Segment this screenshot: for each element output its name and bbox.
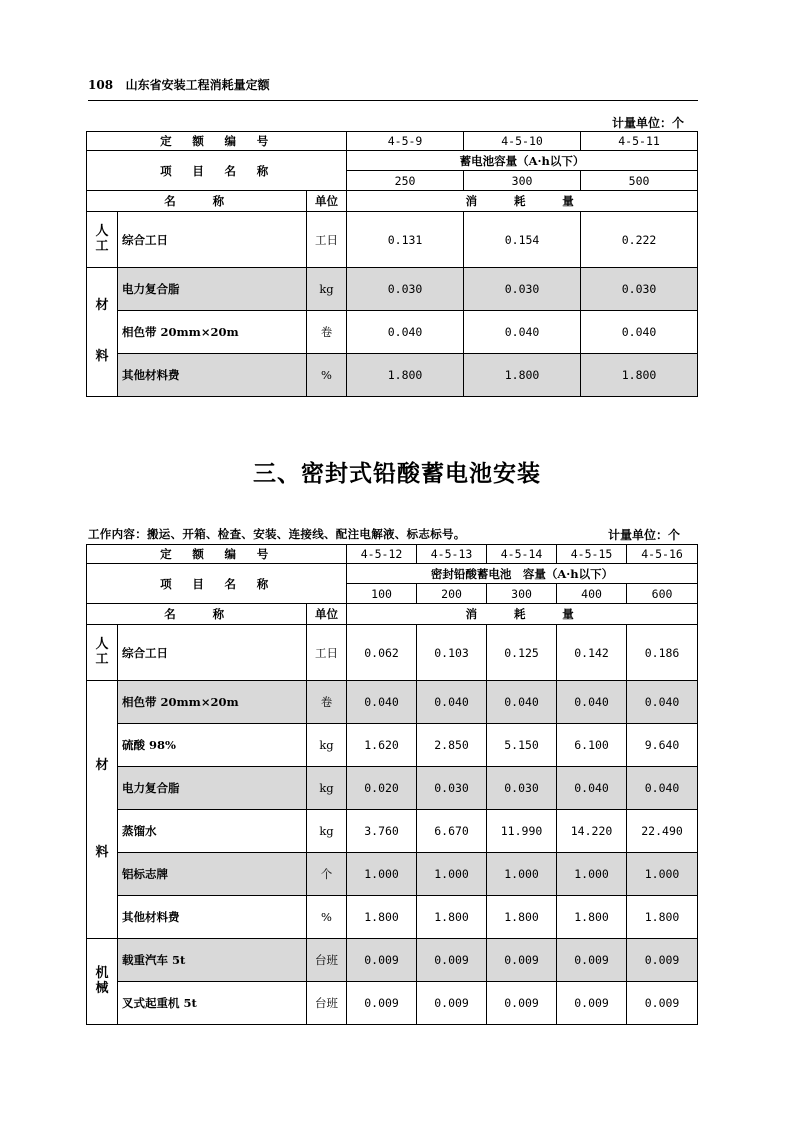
consumption-value: 0.009 bbox=[627, 982, 698, 1025]
table-row bbox=[87, 268, 698, 311]
category-char: 材 bbox=[95, 757, 109, 773]
quota-number-row bbox=[87, 132, 698, 151]
category-char: 械 bbox=[95, 980, 109, 996]
item-unit: 台班 bbox=[307, 939, 347, 982]
capacity-value: 600 bbox=[627, 584, 698, 604]
consumption-value: 0.222 bbox=[581, 212, 698, 268]
consumption-value: 1.000 bbox=[627, 853, 698, 896]
quota-code: 4-5-9 bbox=[347, 132, 464, 151]
consumption-value: 1.800 bbox=[417, 896, 487, 939]
consumption-value: 0.040 bbox=[557, 767, 627, 810]
capacity-label: 密封铅酸蓄电池 容量（A·h以下） bbox=[347, 564, 698, 584]
consumption-value: 2.850 bbox=[417, 724, 487, 767]
quota-code: 4-5-12 bbox=[347, 545, 417, 564]
item-unit: % bbox=[307, 354, 347, 397]
table-row bbox=[87, 767, 698, 810]
category-char: 人 bbox=[95, 636, 109, 652]
category-char: 材 bbox=[95, 298, 109, 314]
consumption-value: 5.150 bbox=[487, 724, 557, 767]
item-name: 蒸馏水 bbox=[118, 810, 307, 853]
page-number: 108 bbox=[88, 78, 114, 92]
table-row bbox=[87, 810, 698, 853]
item-name: 载重汽车 5t bbox=[118, 939, 307, 982]
item-unit: % bbox=[307, 896, 347, 939]
consumption-value: 6.100 bbox=[557, 724, 627, 767]
consumption-value: 0.040 bbox=[627, 681, 698, 724]
table-row bbox=[87, 939, 698, 982]
capacity-label-row bbox=[87, 151, 698, 171]
consumption-value: 0.030 bbox=[464, 268, 581, 311]
consumption-value: 0.040 bbox=[487, 681, 557, 724]
consumption-value: 1.000 bbox=[557, 853, 627, 896]
column-consumption-header: 消 耗 量 bbox=[347, 191, 698, 212]
consumption-value: 0.142 bbox=[557, 625, 627, 681]
capacity-value: 200 bbox=[417, 584, 487, 604]
consumption-value: 0.103 bbox=[417, 625, 487, 681]
category-char: 工 bbox=[95, 238, 109, 254]
item-name: 相色带 20mm×20m bbox=[118, 681, 307, 724]
column-unit-header: 单位 bbox=[307, 191, 347, 212]
work-content: 工作内容：搬运、开箱、检查、安装、连接线、配注电解液、标志标号。 bbox=[88, 527, 466, 541]
consumption-value: 0.040 bbox=[417, 681, 487, 724]
consumption-value: 1.800 bbox=[627, 896, 698, 939]
item-name: 硫酸 98% bbox=[118, 724, 307, 767]
item-unit: 个 bbox=[307, 853, 347, 896]
item-name: 电力复合脂 bbox=[118, 268, 307, 311]
consumption-value: 0.030 bbox=[487, 767, 557, 810]
category-cell bbox=[87, 939, 118, 1025]
column-name-header: 名 称 bbox=[87, 604, 307, 625]
quota-code: 4-5-14 bbox=[487, 545, 557, 564]
item-unit: 台班 bbox=[307, 982, 347, 1025]
table-row bbox=[87, 311, 698, 354]
quota-code: 4-5-16 bbox=[627, 545, 698, 564]
category-cell bbox=[87, 681, 118, 939]
category-cell bbox=[87, 625, 118, 681]
category-cell bbox=[87, 268, 118, 397]
section-title: 三、密封式铅酸蓄电池安装 bbox=[253, 461, 541, 487]
consumption-value: 6.670 bbox=[417, 810, 487, 853]
consumption-value: 0.040 bbox=[557, 681, 627, 724]
item-name-label: 项 目 名 称 bbox=[87, 564, 347, 604]
consumption-value: 0.009 bbox=[557, 939, 627, 982]
table-row bbox=[87, 896, 698, 939]
consumption-value: 1.800 bbox=[464, 354, 581, 397]
consumption-value: 1.800 bbox=[347, 354, 464, 397]
column-header-row bbox=[87, 191, 698, 212]
consumption-value: 1.620 bbox=[347, 724, 417, 767]
column-unit-header: 单位 bbox=[307, 604, 347, 625]
quota-code: 4-5-15 bbox=[557, 545, 627, 564]
item-name-label: 项 目 名 称 bbox=[87, 151, 347, 191]
quota-number-label: 定 额 编 号 bbox=[87, 545, 347, 564]
consumption-value: 0.154 bbox=[464, 212, 581, 268]
item-name: 铝标志牌 bbox=[118, 853, 307, 896]
table-row bbox=[87, 982, 698, 1025]
consumption-value: 1.800 bbox=[347, 896, 417, 939]
category-char: 工 bbox=[95, 651, 109, 667]
item-name: 综合工日 bbox=[118, 212, 307, 268]
item-name: 相色带 20mm×20m bbox=[118, 311, 307, 354]
table-row bbox=[87, 625, 698, 681]
capacity-value: 400 bbox=[557, 584, 627, 604]
quota-number-row bbox=[87, 545, 698, 564]
consumption-value: 1.000 bbox=[417, 853, 487, 896]
consumption-value: 14.220 bbox=[557, 810, 627, 853]
consumption-value: 0.009 bbox=[557, 982, 627, 1025]
item-unit: kg bbox=[307, 268, 347, 311]
consumption-value: 0.030 bbox=[417, 767, 487, 810]
item-unit: 工日 bbox=[307, 625, 347, 681]
capacity-value: 100 bbox=[347, 584, 417, 604]
item-name: 其他材料费 bbox=[118, 896, 307, 939]
consumption-value: 0.040 bbox=[464, 311, 581, 354]
book-title: 山东省安装工程消耗量定额 bbox=[125, 78, 270, 92]
table-row bbox=[87, 724, 698, 767]
capacity-value: 500 bbox=[581, 171, 698, 191]
item-unit: kg bbox=[307, 767, 347, 810]
quota-code: 4-5-13 bbox=[417, 545, 487, 564]
consumption-value: 1.000 bbox=[487, 853, 557, 896]
consumption-value: 0.009 bbox=[347, 939, 417, 982]
capacity-label-row bbox=[87, 564, 698, 584]
category-char: 料 bbox=[95, 349, 109, 364]
consumption-value: 0.009 bbox=[627, 939, 698, 982]
capacity-value: 300 bbox=[464, 171, 581, 191]
item-name: 电力复合脂 bbox=[118, 767, 307, 810]
running-header bbox=[88, 76, 270, 93]
item-unit: kg bbox=[307, 724, 347, 767]
item-unit: 卷 bbox=[307, 311, 347, 354]
consumption-value: 1.800 bbox=[487, 896, 557, 939]
category-char: 料 bbox=[95, 844, 109, 860]
table-row bbox=[87, 212, 698, 268]
capacity-value: 300 bbox=[487, 584, 557, 604]
column-name-header: 名 称 bbox=[87, 191, 307, 212]
table-row bbox=[87, 354, 698, 397]
table1 bbox=[86, 131, 698, 397]
table-row bbox=[87, 853, 698, 896]
capacity-label: 蓄电池容量（A·h以下） bbox=[347, 151, 698, 171]
table1-unit-note: 计量单位：个 bbox=[612, 116, 685, 130]
column-consumption-header: 消 耗 量 bbox=[347, 604, 698, 625]
item-unit: kg bbox=[307, 810, 347, 853]
column-header-row bbox=[87, 604, 698, 625]
quota-code: 4-5-11 bbox=[581, 132, 698, 151]
consumption-value: 0.009 bbox=[487, 982, 557, 1025]
consumption-value: 3.760 bbox=[347, 810, 417, 853]
consumption-value: 0.020 bbox=[347, 767, 417, 810]
consumption-value: 0.040 bbox=[581, 311, 698, 354]
consumption-value: 0.030 bbox=[347, 268, 464, 311]
category-char: 机 bbox=[95, 965, 109, 981]
quota-number-label: 定 额 编 号 bbox=[87, 132, 347, 151]
capacity-value: 250 bbox=[347, 171, 464, 191]
consumption-value: 0.009 bbox=[487, 939, 557, 982]
item-name: 叉式起重机 5t bbox=[118, 982, 307, 1025]
consumption-value: 0.040 bbox=[627, 767, 698, 810]
item-unit: 卷 bbox=[307, 681, 347, 724]
table2 bbox=[86, 544, 698, 1025]
consumption-value: 9.640 bbox=[627, 724, 698, 767]
header-rule bbox=[88, 100, 698, 101]
quota-code: 4-5-10 bbox=[464, 132, 581, 151]
consumption-value: 0.030 bbox=[581, 268, 698, 311]
category-char: 人 bbox=[95, 223, 109, 239]
table2-unit-note: 计量单位：个 bbox=[608, 528, 681, 542]
table-row bbox=[87, 681, 698, 724]
item-name: 综合工日 bbox=[118, 625, 307, 681]
consumption-value: 0.009 bbox=[417, 939, 487, 982]
consumption-value: 1.000 bbox=[347, 853, 417, 896]
consumption-value: 11.990 bbox=[487, 810, 557, 853]
consumption-value: 0.131 bbox=[347, 212, 464, 268]
consumption-value: 1.800 bbox=[557, 896, 627, 939]
consumption-value: 0.040 bbox=[347, 311, 464, 354]
consumption-value: 0.040 bbox=[347, 681, 417, 724]
category-cell bbox=[87, 212, 118, 268]
consumption-value: 0.186 bbox=[627, 625, 698, 681]
consumption-value: 0.009 bbox=[347, 982, 417, 1025]
consumption-value: 0.062 bbox=[347, 625, 417, 681]
consumption-value: 0.125 bbox=[487, 625, 557, 681]
consumption-value: 0.009 bbox=[417, 982, 487, 1025]
consumption-value: 1.800 bbox=[581, 354, 698, 397]
item-unit: 工日 bbox=[307, 212, 347, 268]
consumption-value: 22.490 bbox=[627, 810, 698, 853]
item-name: 其他材料费 bbox=[118, 354, 307, 397]
